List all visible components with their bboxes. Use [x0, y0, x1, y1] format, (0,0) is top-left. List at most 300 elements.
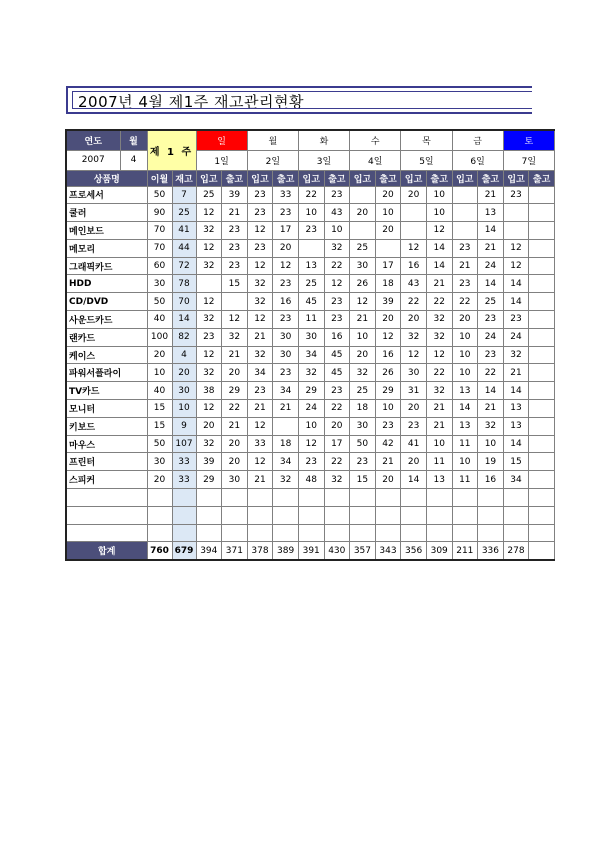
in-cell — [503, 204, 529, 222]
total-in: 211 — [452, 542, 478, 560]
col-out-1: 출고 — [273, 170, 299, 186]
in-cell — [196, 275, 222, 293]
day-name-1: 월 — [247, 130, 298, 150]
out-cell: 20 — [375, 471, 401, 489]
in-cell: 32 — [247, 346, 273, 364]
out-cell: 10 — [426, 186, 452, 204]
col-in-0: 입고 — [196, 170, 222, 186]
in-cell: 29 — [298, 382, 324, 400]
out-cell: 23 — [324, 382, 350, 400]
carryover-cell — [147, 489, 172, 507]
carryover-cell: 40 — [147, 311, 172, 329]
out-cell: 10 — [426, 204, 452, 222]
table-row — [66, 489, 554, 507]
out-cell — [529, 275, 555, 293]
product-name — [66, 524, 147, 542]
in-cell: 34 — [247, 364, 273, 382]
in-cell — [401, 524, 427, 542]
out-cell — [478, 524, 504, 542]
product-name: HDD — [66, 275, 147, 293]
in-cell — [298, 524, 324, 542]
carryover-cell: 70 — [147, 222, 172, 240]
col-product: 상품명 — [66, 170, 147, 186]
out-cell: 20 — [222, 435, 248, 453]
out-cell — [529, 204, 555, 222]
out-cell: 14 — [478, 222, 504, 240]
in-cell: 30 — [350, 417, 376, 435]
in-cell: 32 — [196, 222, 222, 240]
out-cell: 29 — [222, 382, 248, 400]
in-cell — [350, 524, 376, 542]
out-cell: 43 — [324, 204, 350, 222]
out-cell: 14 — [426, 257, 452, 275]
in-cell: 32 — [298, 364, 324, 382]
in-cell: 23 — [503, 311, 529, 329]
out-cell — [426, 524, 452, 542]
out-cell: 10 — [324, 222, 350, 240]
in-cell: 12 — [401, 346, 427, 364]
out-cell: 16 — [273, 293, 299, 311]
in-cell: 16 — [401, 257, 427, 275]
out-cell: 23 — [324, 293, 350, 311]
out-cell: 11 — [426, 453, 452, 471]
in-cell: 23 — [503, 186, 529, 204]
out-cell — [529, 382, 555, 400]
in-cell: 30 — [350, 257, 376, 275]
in-cell: 48 — [298, 471, 324, 489]
total-stock: 679 — [172, 542, 196, 560]
in-cell — [298, 239, 324, 257]
total-out: 371 — [222, 542, 248, 560]
out-cell: 32 — [426, 382, 452, 400]
out-cell: 20 — [324, 417, 350, 435]
in-cell: 21 — [247, 400, 273, 418]
out-cell: 34 — [273, 453, 299, 471]
out-cell — [529, 489, 555, 507]
table-row — [66, 435, 554, 453]
day-name-5: 금 — [452, 130, 503, 150]
out-cell: 21 — [426, 275, 452, 293]
in-cell: 12 — [298, 435, 324, 453]
carryover-cell: 50 — [147, 435, 172, 453]
carryover-cell: 30 — [147, 275, 172, 293]
out-cell — [273, 524, 299, 542]
total-out: 430 — [324, 542, 350, 560]
col-in-4: 입고 — [401, 170, 427, 186]
in-cell: 21 — [247, 471, 273, 489]
date-0: 1일 — [196, 150, 247, 170]
report-title-box — [66, 86, 532, 114]
in-cell: 12 — [196, 400, 222, 418]
out-cell — [324, 489, 350, 507]
product-name — [66, 489, 147, 507]
stock-cell: 70 — [172, 293, 196, 311]
in-cell — [196, 506, 222, 524]
in-cell: 12 — [503, 239, 529, 257]
out-cell: 20 — [375, 222, 401, 240]
in-cell: 26 — [350, 275, 376, 293]
out-cell: 24 — [478, 257, 504, 275]
out-cell: 23 — [273, 275, 299, 293]
stock-cell: 41 — [172, 222, 196, 240]
in-cell: 14 — [503, 293, 529, 311]
in-cell: 12 — [196, 293, 222, 311]
in-cell: 25 — [350, 382, 376, 400]
month-value: 4 — [120, 150, 147, 170]
day-name-4: 목 — [401, 130, 452, 150]
out-cell: 22 — [222, 400, 248, 418]
stock-cell: 30 — [172, 382, 196, 400]
stock-cell: 72 — [172, 257, 196, 275]
out-cell: 32 — [426, 311, 452, 329]
total-out: 343 — [375, 542, 401, 560]
out-cell — [529, 524, 555, 542]
out-cell: 13 — [426, 471, 452, 489]
in-cell: 22 — [298, 186, 324, 204]
product-name: 사운드카드 — [66, 311, 147, 329]
carryover-cell — [147, 506, 172, 524]
in-cell: 12 — [247, 222, 273, 240]
in-cell: 12 — [247, 257, 273, 275]
out-cell: 23 — [478, 311, 504, 329]
in-cell: 25 — [196, 186, 222, 204]
product-name: 프린터 — [66, 453, 147, 471]
stock-cell: 44 — [172, 239, 196, 257]
table-row — [66, 239, 554, 257]
header-row-dates — [66, 150, 554, 170]
in-cell: 10 — [452, 453, 478, 471]
in-cell: 24 — [298, 400, 324, 418]
in-cell: 32 — [401, 328, 427, 346]
out-cell: 33 — [273, 186, 299, 204]
inventory-table — [65, 129, 555, 561]
out-cell: 20 — [273, 239, 299, 257]
in-cell — [452, 489, 478, 507]
out-cell: 16 — [324, 328, 350, 346]
in-cell: 10 — [452, 346, 478, 364]
out-cell: 21 — [426, 417, 452, 435]
in-cell — [247, 506, 273, 524]
in-cell: 32 — [503, 346, 529, 364]
table-row — [66, 293, 554, 311]
out-cell: 21 — [478, 400, 504, 418]
in-cell — [452, 506, 478, 524]
out-cell: 20 — [375, 186, 401, 204]
header-row-days — [66, 130, 554, 150]
table-row — [66, 275, 554, 293]
in-cell: 29 — [196, 471, 222, 489]
out-cell — [529, 346, 555, 364]
out-cell: 21 — [273, 400, 299, 418]
in-cell: 14 — [452, 400, 478, 418]
out-cell: 30 — [273, 346, 299, 364]
in-cell — [298, 506, 324, 524]
in-cell: 13 — [503, 400, 529, 418]
in-cell: 20 — [401, 400, 427, 418]
out-cell: 14 — [478, 382, 504, 400]
in-cell: 10 — [298, 204, 324, 222]
in-cell: 32 — [247, 275, 273, 293]
out-cell: 14 — [426, 239, 452, 257]
out-cell: 17 — [324, 435, 350, 453]
table-row — [66, 400, 554, 418]
product-name: 스피커 — [66, 471, 147, 489]
in-cell: 21 — [247, 328, 273, 346]
out-cell: 23 — [222, 239, 248, 257]
carryover-cell: 50 — [147, 186, 172, 204]
out-cell: 32 — [222, 328, 248, 346]
in-cell: 20 — [401, 453, 427, 471]
out-cell: 21 — [222, 346, 248, 364]
week-label: 제 1 주 — [147, 130, 196, 170]
out-cell: 23 — [273, 364, 299, 382]
in-cell: 15 — [503, 453, 529, 471]
out-cell: 21 — [426, 400, 452, 418]
in-cell: 30 — [298, 328, 324, 346]
stock-cell: 10 — [172, 400, 196, 418]
out-cell: 21 — [222, 204, 248, 222]
total-in: 357 — [350, 542, 376, 560]
in-cell — [503, 524, 529, 542]
total-out — [529, 542, 555, 560]
in-cell: 11 — [298, 311, 324, 329]
day-name-0: 일 — [196, 130, 247, 150]
out-cell — [529, 400, 555, 418]
out-cell: 12 — [273, 257, 299, 275]
out-cell: 13 — [478, 204, 504, 222]
table-row — [66, 186, 554, 204]
in-cell: 25 — [350, 239, 376, 257]
in-cell — [350, 506, 376, 524]
product-name: 쿨러 — [66, 204, 147, 222]
in-cell: 50 — [350, 435, 376, 453]
in-cell: 12 — [350, 293, 376, 311]
in-cell: 32 — [196, 435, 222, 453]
stock-cell — [172, 489, 196, 507]
out-cell: 26 — [375, 364, 401, 382]
carryover-cell: 20 — [147, 471, 172, 489]
in-cell — [196, 524, 222, 542]
totals-label: 합계 — [66, 542, 147, 560]
in-cell: 23 — [401, 417, 427, 435]
date-5: 6일 — [452, 150, 503, 170]
table-row — [66, 346, 554, 364]
in-cell — [503, 506, 529, 524]
date-2: 3일 — [298, 150, 349, 170]
out-cell: 10 — [478, 435, 504, 453]
in-cell: 14 — [401, 471, 427, 489]
in-cell: 33 — [247, 435, 273, 453]
table-row — [66, 382, 554, 400]
out-cell: 21 — [222, 417, 248, 435]
in-cell: 13 — [503, 417, 529, 435]
in-cell: 32 — [196, 364, 222, 382]
out-cell: 32 — [426, 328, 452, 346]
in-cell — [401, 204, 427, 222]
total-in: 378 — [247, 542, 273, 560]
in-cell: 39 — [196, 453, 222, 471]
col-in-5: 입고 — [452, 170, 478, 186]
out-cell: 23 — [478, 346, 504, 364]
report-title: 2007년 4월 제1주 재고관리현황 — [78, 93, 304, 111]
in-cell: 13 — [452, 417, 478, 435]
col-stock: 재고 — [172, 170, 196, 186]
out-cell: 32 — [324, 471, 350, 489]
out-cell — [222, 489, 248, 507]
in-cell: 12 — [196, 239, 222, 257]
col-out-6: 출고 — [529, 170, 555, 186]
out-cell — [375, 239, 401, 257]
total-out: 309 — [426, 542, 452, 560]
date-3: 4일 — [350, 150, 401, 170]
out-cell: 23 — [222, 222, 248, 240]
out-cell: 12 — [375, 328, 401, 346]
in-cell: 23 — [298, 453, 324, 471]
in-cell: 32 — [350, 364, 376, 382]
carryover-cell — [147, 524, 172, 542]
in-cell: 10 — [452, 328, 478, 346]
out-cell: 12 — [222, 311, 248, 329]
carryover-cell: 10 — [147, 364, 172, 382]
product-name: 키보드 — [66, 417, 147, 435]
out-cell: 10 — [375, 400, 401, 418]
out-cell: 16 — [375, 346, 401, 364]
out-cell: 22 — [324, 453, 350, 471]
in-cell: 14 — [503, 382, 529, 400]
in-cell: 20 — [196, 417, 222, 435]
product-name: 메인보드 — [66, 222, 147, 240]
total-in: 394 — [196, 542, 222, 560]
col-out-2: 출고 — [324, 170, 350, 186]
in-cell: 12 — [196, 204, 222, 222]
out-cell: 45 — [324, 364, 350, 382]
in-cell: 18 — [350, 400, 376, 418]
product-name: TV카드 — [66, 382, 147, 400]
total-in: 356 — [401, 542, 427, 560]
out-cell: 20 — [222, 364, 248, 382]
out-cell: 14 — [478, 275, 504, 293]
in-cell: 12 — [247, 311, 273, 329]
out-cell: 39 — [222, 186, 248, 204]
in-cell — [452, 186, 478, 204]
carryover-cell: 70 — [147, 239, 172, 257]
total-carryover: 760 — [147, 542, 172, 560]
in-cell — [452, 524, 478, 542]
out-cell: 20 — [375, 311, 401, 329]
out-cell: 10 — [426, 435, 452, 453]
out-cell — [529, 453, 555, 471]
product-name: 그래픽카드 — [66, 257, 147, 275]
out-cell: 32 — [273, 471, 299, 489]
out-cell — [375, 489, 401, 507]
date-1: 2일 — [247, 150, 298, 170]
day-name-6: 토 — [503, 130, 554, 150]
day-name-3: 수 — [350, 130, 401, 150]
in-cell: 30 — [401, 364, 427, 382]
out-cell: 24 — [478, 328, 504, 346]
col-out-4: 출고 — [426, 170, 452, 186]
out-cell: 34 — [273, 382, 299, 400]
out-cell: 22 — [324, 257, 350, 275]
out-cell: 23 — [324, 186, 350, 204]
table-row — [66, 506, 554, 524]
out-cell: 18 — [273, 435, 299, 453]
in-cell: 22 — [401, 293, 427, 311]
table-row — [66, 328, 554, 346]
in-cell: 14 — [503, 275, 529, 293]
in-cell — [298, 489, 324, 507]
in-cell: 23 — [247, 382, 273, 400]
out-cell: 20 — [222, 453, 248, 471]
in-cell: 21 — [350, 311, 376, 329]
out-cell — [222, 524, 248, 542]
table-row — [66, 311, 554, 329]
product-name: CD/DVD — [66, 293, 147, 311]
date-4: 5일 — [401, 150, 452, 170]
out-cell — [529, 186, 555, 204]
in-cell — [247, 489, 273, 507]
carryover-cell: 100 — [147, 328, 172, 346]
col-out-0: 출고 — [222, 170, 248, 186]
in-cell: 34 — [298, 346, 324, 364]
in-cell: 14 — [503, 435, 529, 453]
stock-cell: 4 — [172, 346, 196, 364]
in-cell: 34 — [503, 471, 529, 489]
table-row — [66, 453, 554, 471]
in-cell — [503, 222, 529, 240]
out-cell — [375, 524, 401, 542]
in-cell: 10 — [452, 364, 478, 382]
out-cell — [478, 506, 504, 524]
in-cell: 12 — [247, 453, 273, 471]
out-cell — [222, 293, 248, 311]
col-out-5: 출고 — [478, 170, 504, 186]
out-cell: 23 — [222, 257, 248, 275]
stock-cell: 25 — [172, 204, 196, 222]
stock-cell: 78 — [172, 275, 196, 293]
carryover-cell: 40 — [147, 382, 172, 400]
stock-cell: 9 — [172, 417, 196, 435]
in-cell: 15 — [350, 471, 376, 489]
out-cell: 22 — [324, 400, 350, 418]
in-cell: 23 — [298, 222, 324, 240]
in-cell: 38 — [196, 382, 222, 400]
out-cell — [529, 417, 555, 435]
in-cell — [350, 489, 376, 507]
in-cell: 23 — [247, 186, 273, 204]
out-cell: 45 — [324, 346, 350, 364]
total-out: 336 — [478, 542, 504, 560]
carryover-cell: 30 — [147, 453, 172, 471]
out-cell: 22 — [426, 293, 452, 311]
table-row — [66, 471, 554, 489]
total-in: 391 — [298, 542, 324, 560]
out-cell: 19 — [478, 453, 504, 471]
table-row — [66, 364, 554, 382]
in-cell: 12 — [247, 417, 273, 435]
out-cell: 12 — [426, 346, 452, 364]
in-cell: 23 — [350, 453, 376, 471]
out-cell — [324, 524, 350, 542]
out-cell: 17 — [273, 222, 299, 240]
out-cell — [529, 328, 555, 346]
product-name: 파워서플라이 — [66, 364, 147, 382]
col-carryover: 이월 — [147, 170, 172, 186]
in-cell — [452, 222, 478, 240]
in-cell: 11 — [452, 435, 478, 453]
out-cell: 25 — [478, 293, 504, 311]
in-cell: 23 — [452, 275, 478, 293]
